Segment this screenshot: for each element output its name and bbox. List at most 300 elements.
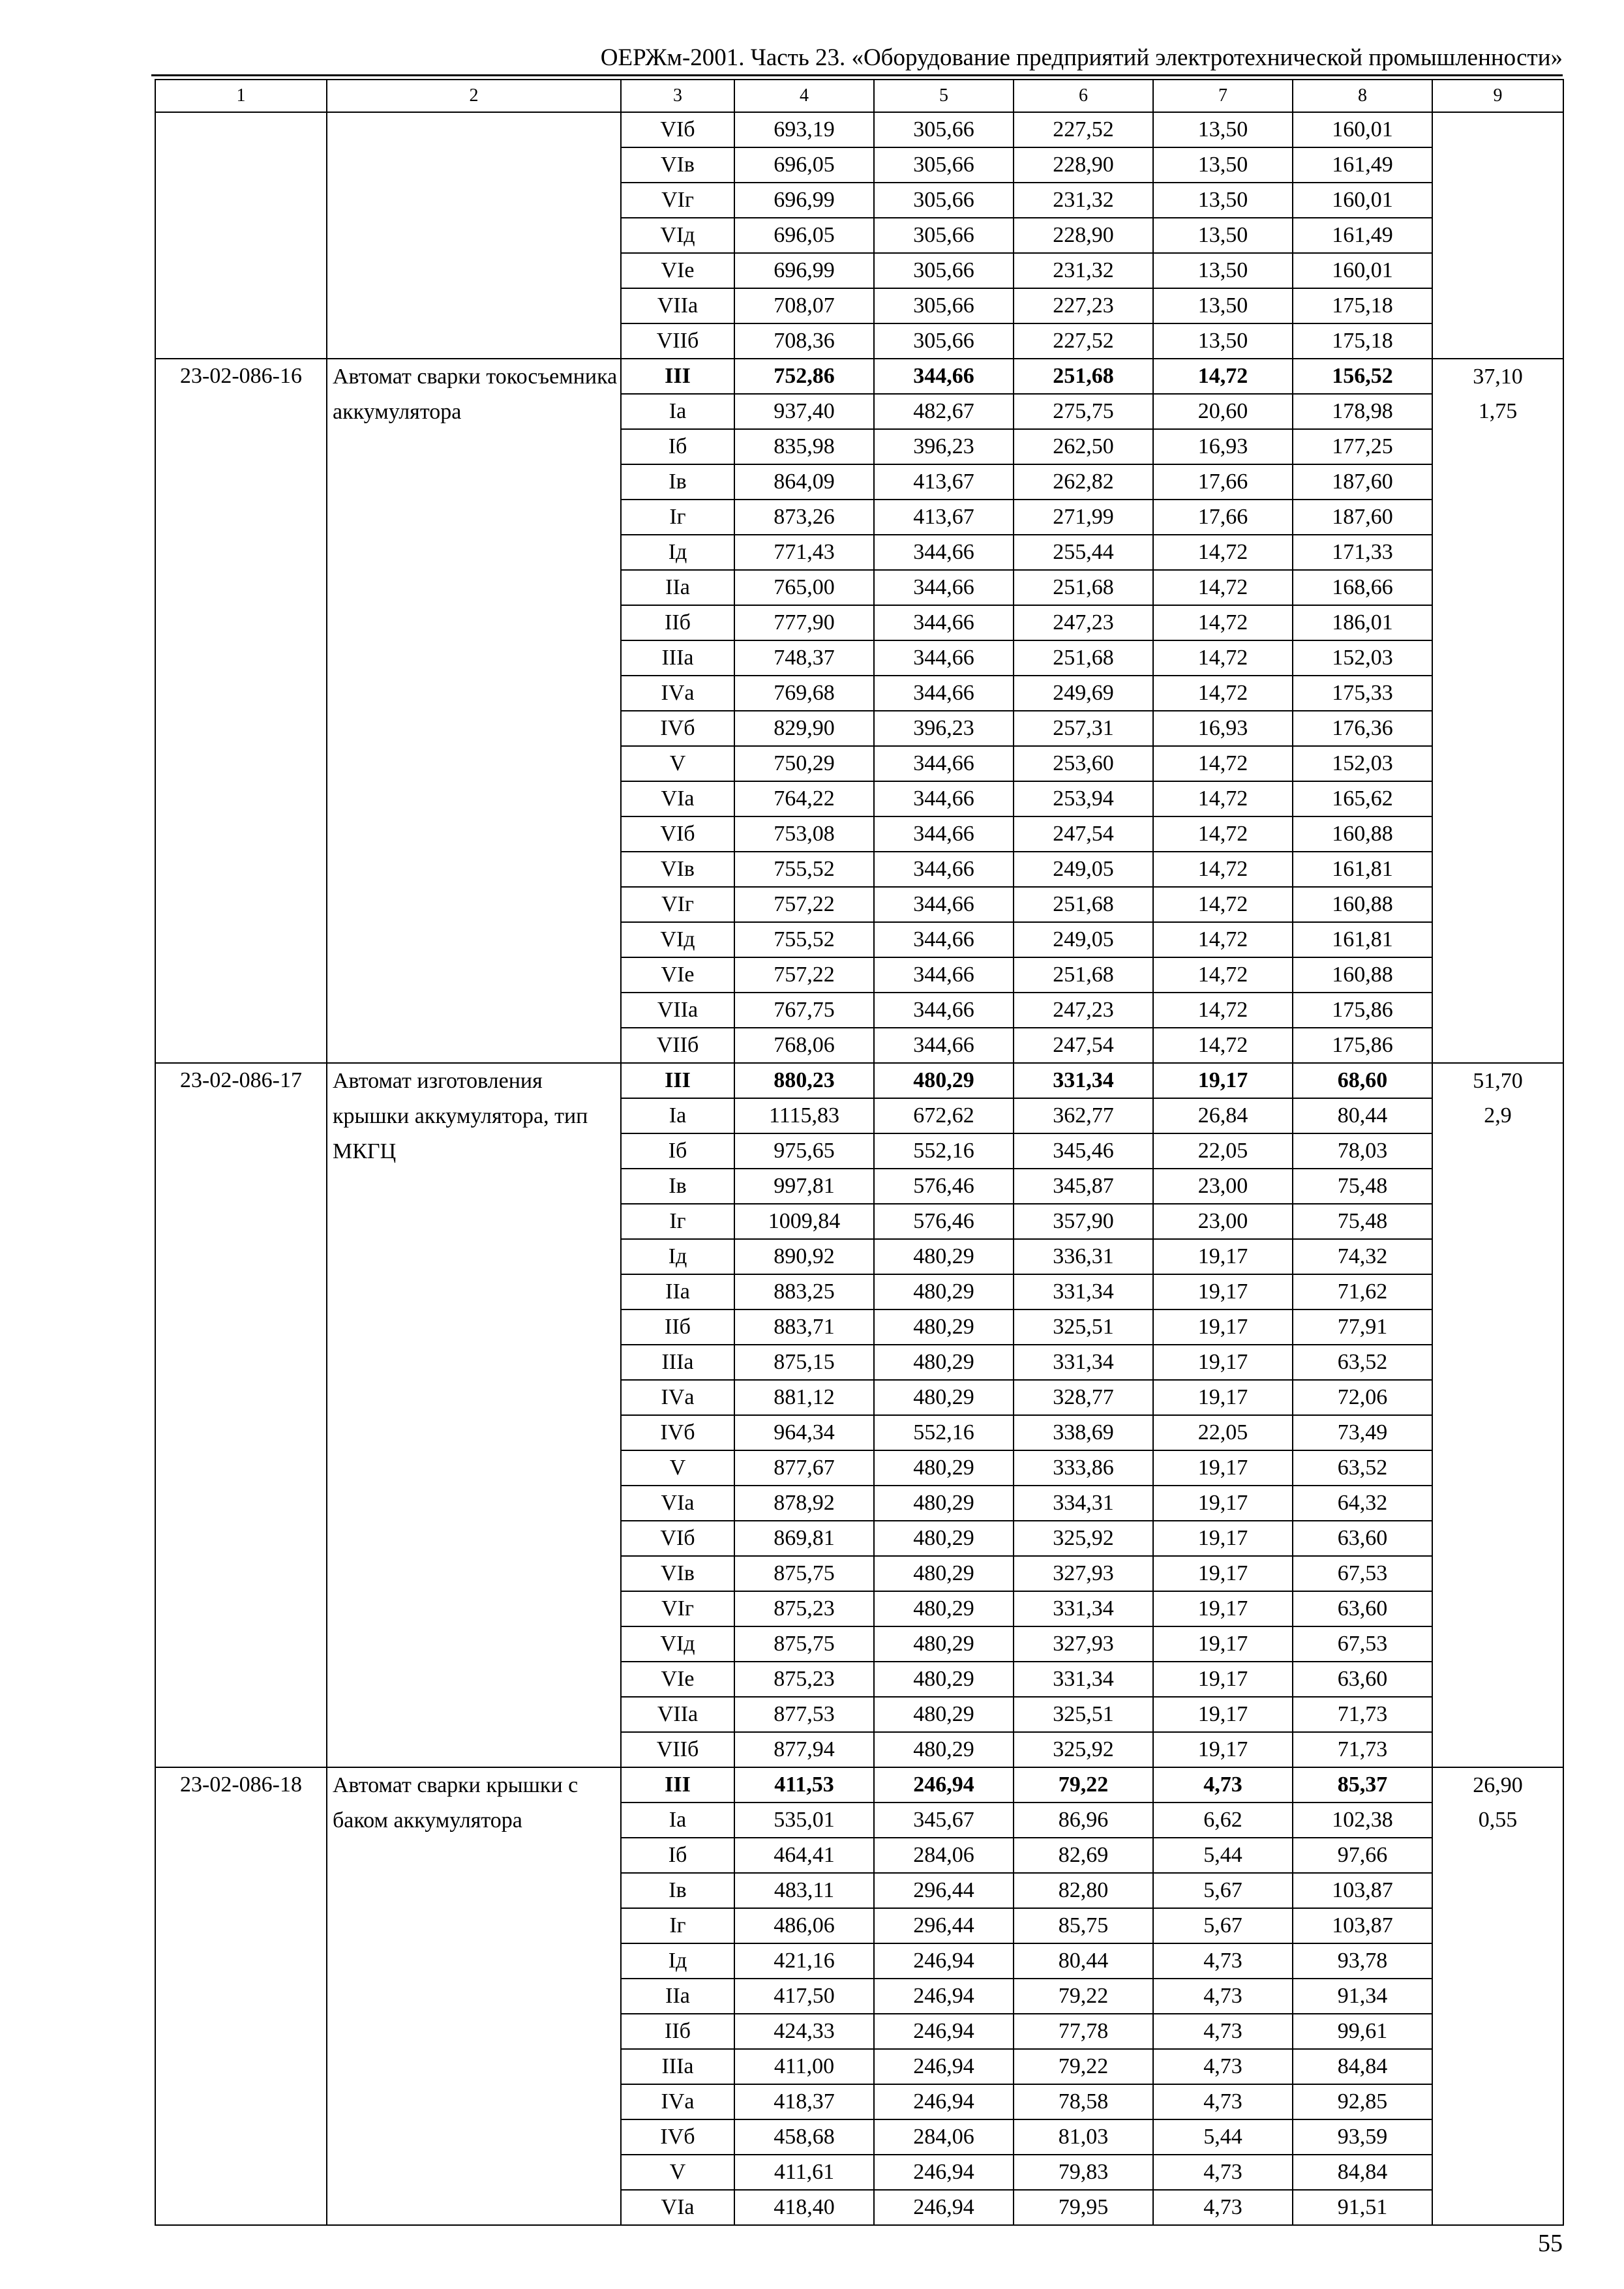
zone-cell: VIв [621,147,734,183]
value-cell: 80,44 [1293,1098,1432,1133]
value-cell: 160,88 [1293,957,1432,993]
value-cell: 246,94 [874,2155,1014,2190]
value-cell: 284,06 [874,2119,1014,2155]
value-cell: 19,17 [1153,1239,1293,1274]
zone-cell: Iб [621,1133,734,1169]
value-cell: 344,66 [874,570,1014,605]
column-number: 5 [874,80,1014,112]
labor-cell [1432,1063,1563,1767]
value-cell: 247,54 [1014,816,1153,852]
value-cell: 480,29 [874,1591,1014,1626]
value-cell: 875,23 [734,1662,874,1697]
zone-cell: IIа [621,1979,734,2014]
value-cell: 82,69 [1014,1838,1153,1873]
value-cell: 152,03 [1293,746,1432,781]
zone-cell: VIд [621,922,734,957]
labor-value: 37,10 [1473,365,1523,389]
value-cell: 345,87 [1014,1169,1153,1204]
column-number: 1 [155,80,327,112]
value-cell: 103,87 [1293,1873,1432,1908]
value-cell: 253,94 [1014,781,1153,816]
value-cell: 19,17 [1153,1732,1293,1767]
value-cell: 877,67 [734,1450,874,1486]
value-cell: 231,32 [1014,183,1153,218]
value-cell: 187,60 [1293,464,1432,500]
value-cell: 16,93 [1153,429,1293,464]
value-cell: 693,19 [734,112,874,147]
value-cell: 14,72 [1153,676,1293,711]
zone-cell: Iг [621,1908,734,1943]
value-cell: 344,66 [874,957,1014,993]
value-cell: 14,72 [1153,957,1293,993]
value-cell: 102,38 [1293,1803,1432,1838]
value-cell: 755,52 [734,852,874,887]
value-cell: 327,93 [1014,1626,1153,1662]
value-cell: 880,23 [734,1063,874,1098]
zone-cell: IIIа [621,1345,734,1380]
value-cell: 19,17 [1153,1556,1293,1591]
value-cell: 480,29 [874,1345,1014,1380]
zone-cell: VIа [621,781,734,816]
rates-table [155,79,1564,2226]
value-cell: 1009,84 [734,1204,874,1239]
value-cell: 231,32 [1014,253,1153,288]
value-cell: 165,62 [1293,781,1432,816]
value-cell: 480,29 [874,1309,1014,1345]
value-cell: 19,17 [1153,1662,1293,1697]
zone-cell: Iд [621,1239,734,1274]
value-cell: 161,81 [1293,922,1432,957]
value-cell: 835,98 [734,429,874,464]
value-cell: 63,52 [1293,1345,1432,1380]
value-cell: 344,66 [874,746,1014,781]
zone-cell: VIд [621,1626,734,1662]
value-cell: 80,44 [1014,1943,1153,1979]
value-cell: 91,51 [1293,2190,1432,2225]
value-cell: 480,29 [874,1063,1014,1098]
value-cell: 246,94 [874,2014,1014,2049]
zone-cell: Iа [621,394,734,429]
equipment-name [327,112,621,359]
value-cell: 696,99 [734,183,874,218]
value-cell: 1115,83 [734,1098,874,1133]
value-cell: 178,98 [1293,394,1432,429]
value-cell: 19,17 [1153,1380,1293,1415]
zone-cell: VIв [621,1556,734,1591]
value-cell: 93,78 [1293,1943,1432,1979]
value-cell: 878,92 [734,1486,874,1521]
value-cell: 64,32 [1293,1486,1432,1521]
value-cell: 251,68 [1014,640,1153,676]
zone-cell: IVб [621,711,734,746]
value-cell: 14,72 [1153,640,1293,676]
table-row [155,112,1563,147]
value-cell: 13,50 [1153,183,1293,218]
value-cell: 362,77 [1014,1098,1153,1133]
value-cell: 937,40 [734,394,874,429]
value-cell: 768,06 [734,1028,874,1063]
labor-value: 1,75 [1478,399,1518,423]
value-cell: 458,68 [734,2119,874,2155]
value-cell: 275,75 [1014,394,1153,429]
value-cell: 23,00 [1153,1204,1293,1239]
value-cell: 869,81 [734,1521,874,1556]
value-cell: 19,17 [1153,1486,1293,1521]
value-cell: 175,86 [1293,1028,1432,1063]
value-cell: 305,66 [874,323,1014,359]
value-cell: 480,29 [874,1662,1014,1697]
value-cell: 421,16 [734,1943,874,1979]
value-cell: 5,44 [1153,1838,1293,1873]
value-cell: 829,90 [734,711,874,746]
value-cell: 13,50 [1153,253,1293,288]
zone-cell: VIе [621,253,734,288]
value-cell: 14,72 [1153,993,1293,1028]
value-cell: 97,66 [1293,1838,1432,1873]
table-body [155,80,1563,2225]
value-cell: 480,29 [874,1697,1014,1732]
value-cell: 85,37 [1293,1767,1432,1803]
value-cell: 73,49 [1293,1415,1432,1450]
value-cell: 344,66 [874,640,1014,676]
value-cell: 247,23 [1014,605,1153,640]
value-cell: 333,86 [1014,1450,1153,1486]
value-cell: 271,99 [1014,500,1153,535]
value-cell: 975,65 [734,1133,874,1169]
value-cell: 19,17 [1153,1521,1293,1556]
value-cell: 305,66 [874,147,1014,183]
labor-cell [1432,1767,1563,2225]
value-cell: 696,05 [734,218,874,253]
value-cell: 246,94 [874,2049,1014,2084]
value-cell: 877,94 [734,1732,874,1767]
rate-code: 23-02-086-18 [155,1767,327,2225]
zone-cell: V [621,1450,734,1486]
value-cell: 480,29 [874,1732,1014,1767]
rate-code: 23-02-086-16 [155,359,327,1063]
value-cell: 160,88 [1293,887,1432,922]
zone-cell: IVа [621,1380,734,1415]
value-cell: 251,68 [1014,359,1153,394]
value-cell: 13,50 [1153,112,1293,147]
value-cell: 331,34 [1014,1063,1153,1098]
column-number: 8 [1293,80,1432,112]
value-cell: 19,17 [1153,1626,1293,1662]
value-cell: 357,90 [1014,1204,1153,1239]
value-cell: 344,66 [874,605,1014,640]
value-cell: 4,73 [1153,1767,1293,1803]
value-cell: 19,17 [1153,1309,1293,1345]
value-cell: 344,66 [874,359,1014,394]
value-cell: 175,18 [1293,288,1432,323]
value-cell: 413,67 [874,464,1014,500]
value-cell: 411,61 [734,2155,874,2190]
value-cell: 14,72 [1153,922,1293,957]
value-cell: 186,01 [1293,605,1432,640]
value-cell: 336,31 [1014,1239,1153,1274]
labor-value: 0,55 [1478,1808,1518,1832]
zone-cell: VIIб [621,1732,734,1767]
value-cell: 4,73 [1153,2190,1293,2225]
value-cell: 480,29 [874,1274,1014,1309]
value-cell: 764,22 [734,781,874,816]
labor-value: 2,9 [1484,1103,1512,1128]
zone-cell: VIг [621,1591,734,1626]
column-number: 2 [327,80,621,112]
value-cell: 19,17 [1153,1345,1293,1380]
running-header: ОЕРЖм-2001. Часть 23. «Оборудование предприятий электротехнической промышленности» [600,44,1563,71]
value-cell: 327,93 [1014,1556,1153,1591]
value-cell: 23,00 [1153,1169,1293,1204]
value-cell: 6,62 [1153,1803,1293,1838]
value-cell: 883,71 [734,1309,874,1345]
zone-cell: VIIа [621,993,734,1028]
value-cell: 249,05 [1014,922,1153,957]
value-cell: 85,75 [1014,1908,1153,1943]
value-cell: 480,29 [874,1486,1014,1521]
value-cell: 175,86 [1293,993,1432,1028]
rate-code [155,112,327,359]
zone-cell: VIб [621,816,734,852]
value-cell: 344,66 [874,781,1014,816]
value-cell: 249,69 [1014,676,1153,711]
value-cell: 877,53 [734,1697,874,1732]
value-cell: 22,05 [1153,1415,1293,1450]
value-cell: 5,44 [1153,2119,1293,2155]
value-cell: 228,90 [1014,218,1153,253]
value-cell: 63,60 [1293,1591,1432,1626]
zone-cell: IIб [621,1309,734,1345]
value-cell: 13,50 [1153,323,1293,359]
value-cell: 20,60 [1153,394,1293,429]
value-cell: 251,68 [1014,570,1153,605]
value-cell: 418,37 [734,2084,874,2119]
value-cell: 4,73 [1153,2014,1293,2049]
zone-cell: IIб [621,2014,734,2049]
zone-cell: VIа [621,2190,734,2225]
value-cell: 78,58 [1014,2084,1153,2119]
value-cell: 696,05 [734,147,874,183]
value-cell: 14,72 [1153,887,1293,922]
value-cell: 63,60 [1293,1662,1432,1697]
value-cell: 262,50 [1014,429,1153,464]
labor-value: 51,70 [1473,1069,1523,1093]
zone-cell: III [621,1063,734,1098]
value-cell: 338,69 [1014,1415,1153,1450]
zone-cell: VIд [621,218,734,253]
zone-cell: VIIа [621,288,734,323]
value-cell: 14,72 [1153,852,1293,887]
value-cell: 552,16 [874,1133,1014,1169]
value-cell: 63,52 [1293,1450,1432,1486]
page-number: 55 [1538,2230,1563,2257]
value-cell: 72,06 [1293,1380,1432,1415]
value-cell: 480,29 [874,1521,1014,1556]
value-cell: 396,23 [874,429,1014,464]
value-cell: 86,96 [1014,1803,1153,1838]
value-cell: 771,43 [734,535,874,570]
value-cell: 411,53 [734,1767,874,1803]
value-cell: 767,75 [734,993,874,1028]
zone-cell: Iг [621,1204,734,1239]
value-cell: 331,34 [1014,1274,1153,1309]
value-cell: 74,32 [1293,1239,1432,1274]
value-cell: 19,17 [1153,1591,1293,1626]
value-cell: 79,95 [1014,2190,1153,2225]
zone-cell: VIг [621,887,734,922]
zone-cell: IIIа [621,2049,734,2084]
zone-cell: VIб [621,1521,734,1556]
value-cell: 82,80 [1014,1873,1153,1908]
column-number: 4 [734,80,874,112]
zone-cell: VIе [621,1662,734,1697]
value-cell: 63,60 [1293,1521,1432,1556]
value-cell: 4,73 [1153,2084,1293,2119]
value-cell: 161,49 [1293,147,1432,183]
value-cell: 424,33 [734,2014,874,2049]
value-cell: 175,33 [1293,676,1432,711]
value-cell: 14,72 [1153,570,1293,605]
value-cell: 752,86 [734,359,874,394]
value-cell: 757,22 [734,957,874,993]
value-cell: 480,29 [874,1239,1014,1274]
value-cell: 344,66 [874,535,1014,570]
value-cell: 344,66 [874,922,1014,957]
value-cell: 247,54 [1014,1028,1153,1063]
table-row [155,1767,1563,1803]
value-cell: 152,03 [1293,640,1432,676]
zone-cell: IVб [621,2119,734,2155]
value-cell: 187,60 [1293,500,1432,535]
value-cell: 13,50 [1153,147,1293,183]
value-cell: 79,83 [1014,2155,1153,2190]
value-cell: 160,01 [1293,112,1432,147]
value-cell: 4,73 [1153,1943,1293,1979]
value-cell: 413,67 [874,500,1014,535]
value-cell: 177,25 [1293,429,1432,464]
zone-cell: IVб [621,1415,734,1450]
value-cell: 344,66 [874,993,1014,1028]
value-cell: 26,84 [1153,1098,1293,1133]
value-cell: 325,51 [1014,1697,1153,1732]
zone-cell: III [621,1767,734,1803]
zone-cell: Iд [621,535,734,570]
value-cell: 864,09 [734,464,874,500]
zone-cell: V [621,746,734,781]
value-cell: 160,01 [1293,183,1432,218]
zone-cell: IVа [621,676,734,711]
value-cell: 480,29 [874,1556,1014,1591]
value-cell: 228,90 [1014,147,1153,183]
value-cell: 175,18 [1293,323,1432,359]
value-cell: 246,94 [874,2190,1014,2225]
value-cell: 305,66 [874,288,1014,323]
value-cell: 255,44 [1014,535,1153,570]
column-number: 7 [1153,80,1293,112]
value-cell: 257,31 [1014,711,1153,746]
value-cell: 875,23 [734,1591,874,1626]
value-cell: 14,72 [1153,746,1293,781]
table-row [155,1063,1563,1098]
value-cell: 81,03 [1014,2119,1153,2155]
value-cell: 14,72 [1153,359,1293,394]
value-cell: 84,84 [1293,2049,1432,2084]
value-cell: 4,73 [1153,2155,1293,2190]
zone-cell: VIб [621,112,734,147]
zone-cell: VIIб [621,1028,734,1063]
value-cell: 22,05 [1153,1133,1293,1169]
header-rule [151,74,1563,76]
value-cell: 5,67 [1153,1908,1293,1943]
column-number: 9 [1432,80,1563,112]
value-cell: 480,29 [874,1626,1014,1662]
value-cell: 103,87 [1293,1908,1432,1943]
value-cell: 227,23 [1014,288,1153,323]
zone-cell: VIг [621,183,734,218]
equipment-name: Автомат изготовления крышки аккумулятора, тип МКГЦ [327,1063,621,1767]
value-cell: 708,36 [734,323,874,359]
value-cell: 483,11 [734,1873,874,1908]
zone-cell: Iв [621,1169,734,1204]
zone-cell: Iг [621,500,734,535]
zone-cell: Iа [621,1803,734,1838]
table-row [155,359,1563,394]
value-cell: 71,62 [1293,1274,1432,1309]
zone-cell: Iа [621,1098,734,1133]
value-cell: 67,53 [1293,1556,1432,1591]
value-cell: 246,94 [874,1943,1014,1979]
zone-cell: Iб [621,1838,734,1873]
value-cell: 4,73 [1153,1979,1293,2014]
value-cell: 576,46 [874,1169,1014,1204]
value-cell: 227,52 [1014,112,1153,147]
zone-cell: VIIа [621,1697,734,1732]
zone-cell: IVа [621,2084,734,2119]
value-cell: 325,92 [1014,1732,1153,1767]
value-cell: 68,60 [1293,1063,1432,1098]
value-cell: 16,93 [1153,711,1293,746]
value-cell: 171,33 [1293,535,1432,570]
value-cell: 296,44 [874,1873,1014,1908]
value-cell: 77,78 [1014,2014,1153,2049]
zone-cell: IIIа [621,640,734,676]
value-cell: 71,73 [1293,1732,1432,1767]
value-cell: 77,91 [1293,1309,1432,1345]
labor-cell [1432,359,1563,1063]
value-cell: 964,34 [734,1415,874,1450]
value-cell: 411,00 [734,2049,874,2084]
column-number: 3 [621,80,734,112]
value-cell: 875,75 [734,1556,874,1591]
value-cell: 765,00 [734,570,874,605]
value-cell: 325,51 [1014,1309,1153,1345]
value-cell: 344,66 [874,887,1014,922]
value-cell: 161,81 [1293,852,1432,887]
value-cell: 67,53 [1293,1626,1432,1662]
value-cell: 93,59 [1293,2119,1432,2155]
zone-cell: VIа [621,1486,734,1521]
value-cell: 344,66 [874,676,1014,711]
value-cell: 160,88 [1293,816,1432,852]
value-cell: 417,50 [734,1979,874,2014]
value-cell: 84,84 [1293,2155,1432,2190]
value-cell: 535,01 [734,1803,874,1838]
value-cell: 71,73 [1293,1697,1432,1732]
value-cell: 331,34 [1014,1662,1153,1697]
value-cell: 344,66 [874,816,1014,852]
value-cell: 79,22 [1014,1979,1153,2014]
value-cell: 4,73 [1153,2049,1293,2084]
